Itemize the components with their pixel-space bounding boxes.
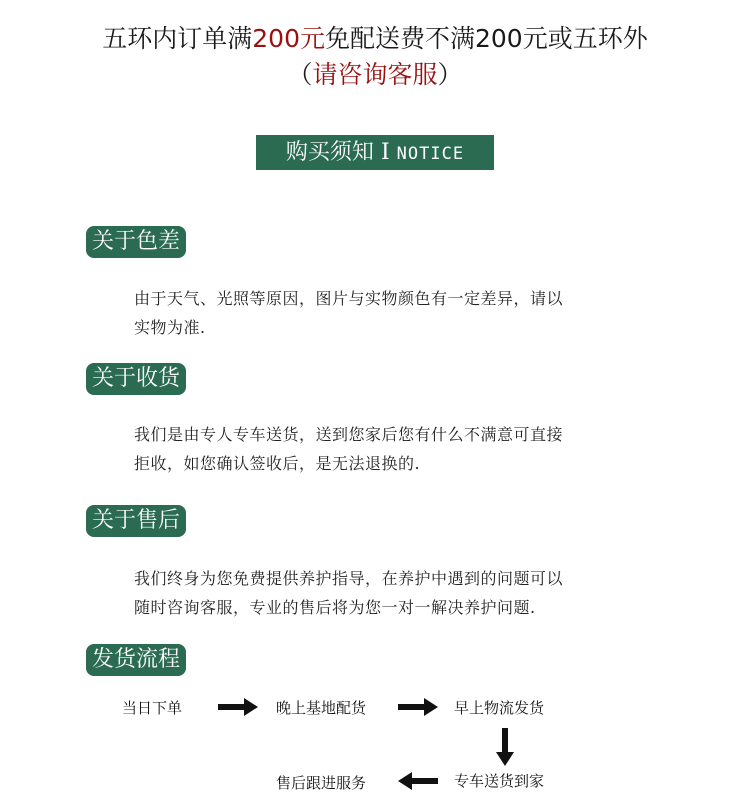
text-line: 由于天气、光照等原因，图片与实物颜色有一定差异，请以 [134,289,564,308]
policy-amount-highlight: 200元 [252,24,325,53]
arrow-down-icon [496,728,514,766]
text-line: 拒收，如您确认签收后，是无法退换的. [134,454,421,473]
shipping-policy-line [0,22,750,56]
flow-step-delivery: 专车送货到家 [454,772,545,790]
text-line: 我们是由专人专车送货，送到您家后您有什么不满意可直接 [134,425,564,444]
consult-service-line [0,58,750,92]
section-tag-shipping-flow: 发货流程 [86,644,186,676]
notice-separator: Ⅰ [380,140,390,165]
paren-close: ） [437,60,463,89]
notice-title-cn: 购买须知 [285,140,374,165]
paren-open: （ [287,60,313,89]
section-tag-receiving: 关于收货 [86,363,186,395]
text-line: 我们终身为您免费提供养护指导，在养护中遇到的问题可以 [134,569,564,588]
text-line: 随时咨询客服，专业的售后将为您一对一解决养护问题. [134,598,536,617]
flow-step-dispatch: 早上物流发货 [454,699,545,717]
flow-step-prepare: 晚上基地配货 [276,699,367,717]
consult-service-highlight: 请咨询客服 [312,60,438,89]
arrow-right-icon [398,698,438,716]
section-tag-after-sales: 关于售后 [86,505,186,537]
arrow-left-icon [398,772,438,790]
policy-text-2: 免配送费不满200元或五环外 [325,24,648,53]
text-line: 实物为准. [134,318,206,337]
flow-step-order: 当日下单 [122,699,183,717]
notice-title-en: NOTICE [396,144,465,164]
policy-text-1: 五环内订单满 [102,24,253,53]
section-text-after-sales [134,564,664,622]
notice-banner [256,135,494,170]
flow-step-after-sales: 售后跟进服务 [276,774,367,792]
arrow-right-icon [218,698,258,716]
section-tag-color-difference: 关于色差 [86,226,186,258]
section-text-receiving [134,420,664,478]
section-text-color-difference [134,284,664,342]
